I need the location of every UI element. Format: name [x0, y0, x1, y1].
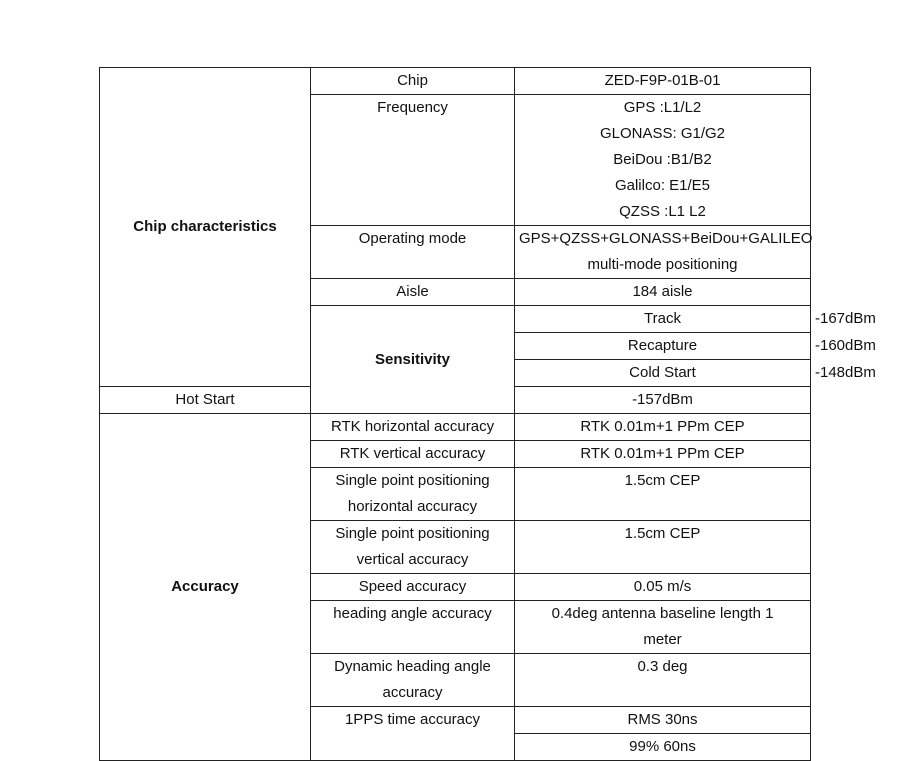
param-spp-vertical-line-2: vertical accuracy: [356, 551, 469, 568]
param-dynamic-heading: [311, 654, 515, 707]
frequency-galileo: Galilco: E1/E5: [614, 177, 711, 194]
frequency-qzss: QZSS :L1 L2: [619, 203, 706, 220]
value-heading-line-2: meter: [643, 631, 682, 648]
param-hot-start: Hot Start: [100, 387, 311, 414]
table-row: [100, 68, 811, 95]
value-spp-horizontal: 1.5cm CEP: [515, 468, 811, 521]
group-sensitivity: Sensitivity: [311, 306, 515, 414]
value-1pps-99: 99% 60ns: [515, 734, 811, 761]
param-cold-start: Cold Start: [515, 360, 811, 387]
param-operating-mode: Operating mode: [311, 226, 515, 279]
value-spp-vertical: 1.5cm CEP: [515, 521, 811, 574]
specifications-table: [99, 67, 876, 761]
param-recapture: Recapture: [515, 333, 811, 360]
param-aisle: Aisle: [311, 279, 515, 306]
group-chip-characteristics: Chip characteristics: [100, 68, 311, 387]
param-spp-vertical-line-1: Single point positioning: [335, 525, 490, 542]
param-spp-horizontal-line-2: horizontal accuracy: [347, 498, 478, 515]
group-accuracy: Accuracy: [100, 414, 311, 761]
table-row: Sensitivity Track -167dBm: [100, 306, 811, 333]
param-1pps-time-accuracy: 1PPS time accuracy: [311, 707, 515, 761]
value-rtk-vertical: RTK 0.01m+1 PPm CEP: [515, 441, 811, 468]
frequency-gps: GPS :L1/L2: [623, 99, 702, 116]
value-1pps-rms: RMS 30ns: [515, 707, 811, 734]
value-hot-start: -157dBm: [515, 387, 811, 414]
param-dynamic-heading-line-1: Dynamic heading angle: [334, 658, 491, 675]
value-frequency: [515, 95, 811, 226]
param-spp-horizontal-line-1: Single point positioning: [335, 472, 490, 489]
param-track: Track: [515, 306, 811, 333]
param-spp-vertical: [311, 521, 515, 574]
frequency-glonass: GLONASS: G1/G2: [599, 125, 726, 142]
param-rtk-horizontal: RTK horizontal accuracy: [311, 414, 515, 441]
frequency-beidou: BeiDou :B1/B2: [613, 151, 712, 168]
param-spp-horizontal: [311, 468, 515, 521]
value-aisle: 184 aisle: [515, 279, 811, 306]
value-speed-accuracy: 0.05 m/s: [515, 574, 811, 601]
table-row: [100, 414, 811, 441]
table-row: Recapture -160dBm: [100, 333, 811, 360]
value-operating-mode-line-1: GPS+QZSS+GLONASS+BeiDou+GALILEO: [515, 226, 811, 253]
value-rtk-horizontal: RTK 0.01m+1 PPm CEP: [515, 414, 811, 441]
param-chip: Chip: [311, 68, 515, 95]
table-row: Cold Start -148dBm: [100, 360, 811, 387]
value-chip: ZED-F9P-01B-01: [515, 68, 811, 95]
param-dynamic-heading-line-2: accuracy: [382, 684, 443, 701]
value-dynamic-heading: 0.3 deg: [515, 654, 811, 707]
value-heading-line-1: 0.4deg antenna baseline length 1: [551, 605, 774, 622]
param-frequency: Frequency: [311, 95, 515, 226]
param-rtk-vertical: RTK vertical accuracy: [311, 441, 515, 468]
value-heading-accuracy: [515, 601, 811, 654]
param-heading-accuracy: heading angle accuracy: [311, 601, 515, 654]
value-operating-mode-line-2: multi-mode positioning: [515, 252, 811, 279]
param-speed-accuracy: Speed accuracy: [311, 574, 515, 601]
